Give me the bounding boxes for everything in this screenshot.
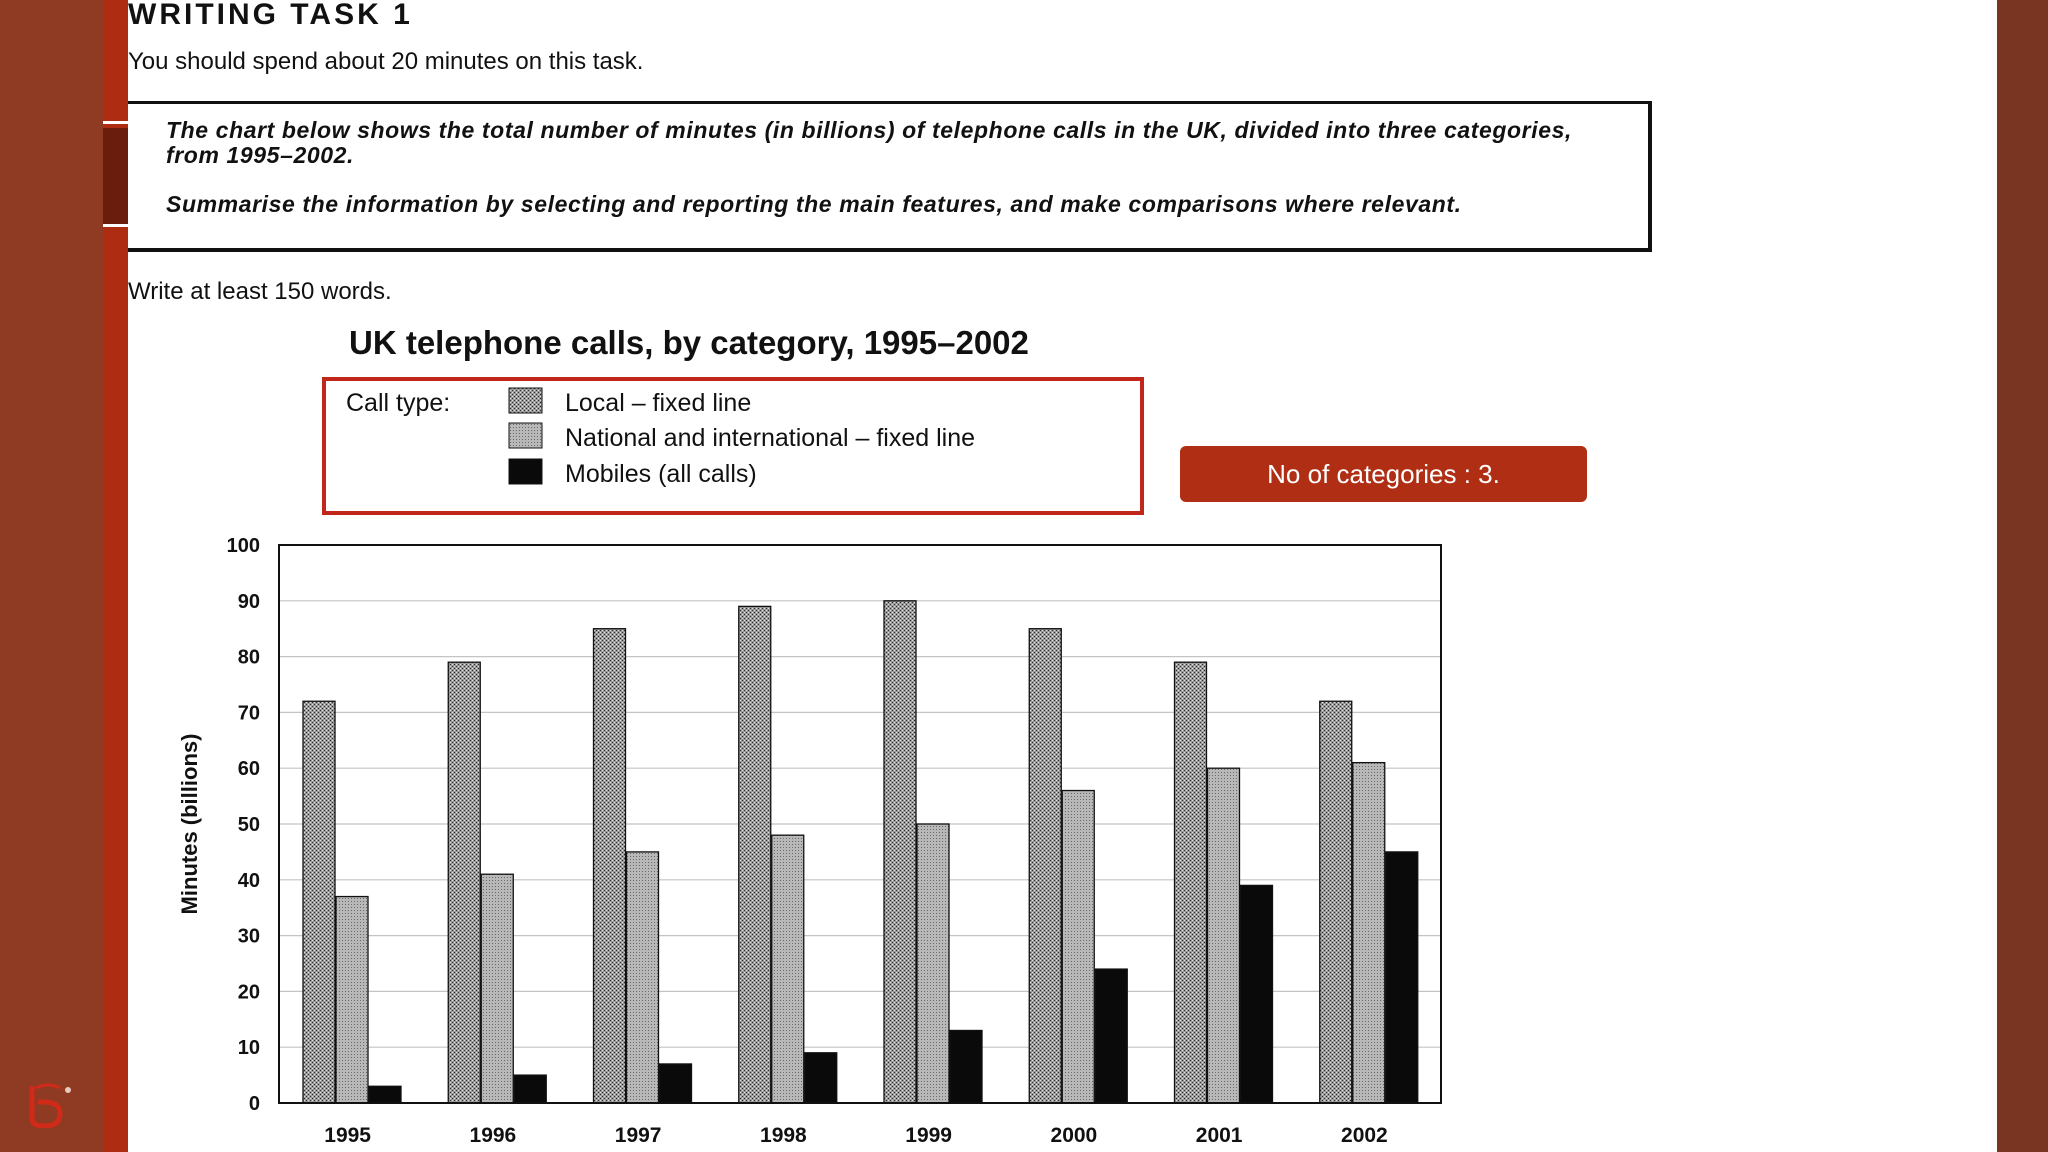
legend-swatch-local [509,388,542,413]
bar-mobiles-1999 [950,1030,982,1103]
legend-label-local: Local – fixed line [565,389,752,417]
bar-mobiles-2000 [1095,969,1127,1103]
y-tick-label: 10 [237,1037,260,1060]
bar-local-2001 [1175,662,1207,1103]
slide [128,0,1997,1152]
y-axis-label: Minutes (billions) [177,733,202,915]
x-tick-label: 1995 [324,1124,371,1147]
bar-local-1999 [884,601,916,1103]
time-instruction: You should spend about 20 minutes on this task. [128,48,644,75]
y-tick-label: 80 [237,646,260,669]
bar-local-1995 [303,701,335,1103]
task-heading: WRITING TASK 1 [128,0,413,31]
y-tick-label: 90 [237,590,260,613]
y-tick-label: 0 [248,1093,260,1115]
x-tick-label: 1997 [614,1124,662,1147]
bar-national-1998 [772,835,804,1103]
y-tick-label: 100 [226,535,260,557]
x-axis-ticks [324,1124,1387,1147]
legend-swatch-national [509,423,542,448]
left-dark-block [103,128,128,224]
bar-mobiles-1996 [514,1075,546,1103]
left-accent-divider [103,121,128,124]
x-tick-label: 2002 [1341,1124,1388,1147]
bar-national-2000 [1062,791,1094,1103]
legend-label-national: National and international – fixed line [565,424,975,452]
x-tick-label: 1996 [469,1124,517,1147]
bar-local-1997 [594,629,626,1103]
word-count-instruction: Write at least 150 words. [128,278,392,305]
bar-national-1999 [917,824,949,1103]
y-tick-label: 40 [237,869,260,892]
bar-local-2002 [1320,701,1352,1103]
legend-swatch-mobiles [509,459,542,484]
bar-mobiles-2001 [1241,885,1273,1103]
left-accent-divider-2 [103,224,128,227]
bar-national-1997 [627,852,659,1103]
chart-bars [303,601,1418,1103]
bar-national-1995 [336,897,368,1103]
bar-local-2000 [1029,629,1061,1103]
right-frame [1997,0,2048,1152]
y-tick-label: 50 [237,814,260,836]
y-axis-ticks [227,535,260,1115]
x-tick-label: 1999 [905,1124,952,1147]
bar-chart [128,318,1488,1152]
legend-title: Call type: [346,389,451,417]
y-tick-label: 60 [237,758,260,781]
y-tick-label: 20 [237,981,260,1004]
chart-title: UK telephone calls, by category, 1995–2002 [349,324,1029,361]
bar-national-1996 [481,874,513,1103]
x-tick-label: 1998 [760,1124,807,1147]
logo-icon [26,1080,76,1128]
y-tick-label: 30 [237,925,260,948]
bar-local-1996 [448,662,480,1103]
bar-local-1998 [739,606,771,1103]
bar-mobiles-1995 [369,1086,401,1103]
bar-mobiles-1997 [660,1064,692,1103]
task-description: The chart below shows the total number of minutes (in billions) of telephone calls in the UK, divided into three categories, from 1995–2002. [166,117,1572,168]
x-tick-label: 2000 [1050,1124,1098,1147]
bar-national-2001 [1208,768,1240,1103]
bar-mobiles-1998 [805,1053,837,1103]
bar-national-2002 [1353,763,1385,1103]
x-tick-label: 2001 [1195,1124,1243,1147]
bar-mobiles-2002 [1386,852,1418,1103]
categories-callout: No of categories : 3. [1180,446,1587,502]
left-accent-block [103,0,128,121]
legend-label-mobiles: Mobiles (all calls) [565,460,757,488]
left-frame [0,0,103,1152]
y-tick-label: 70 [237,702,260,725]
task-instruction: Summarise the information by selecting and reporting the main features, and make comparisons where relevant. [166,191,1462,217]
